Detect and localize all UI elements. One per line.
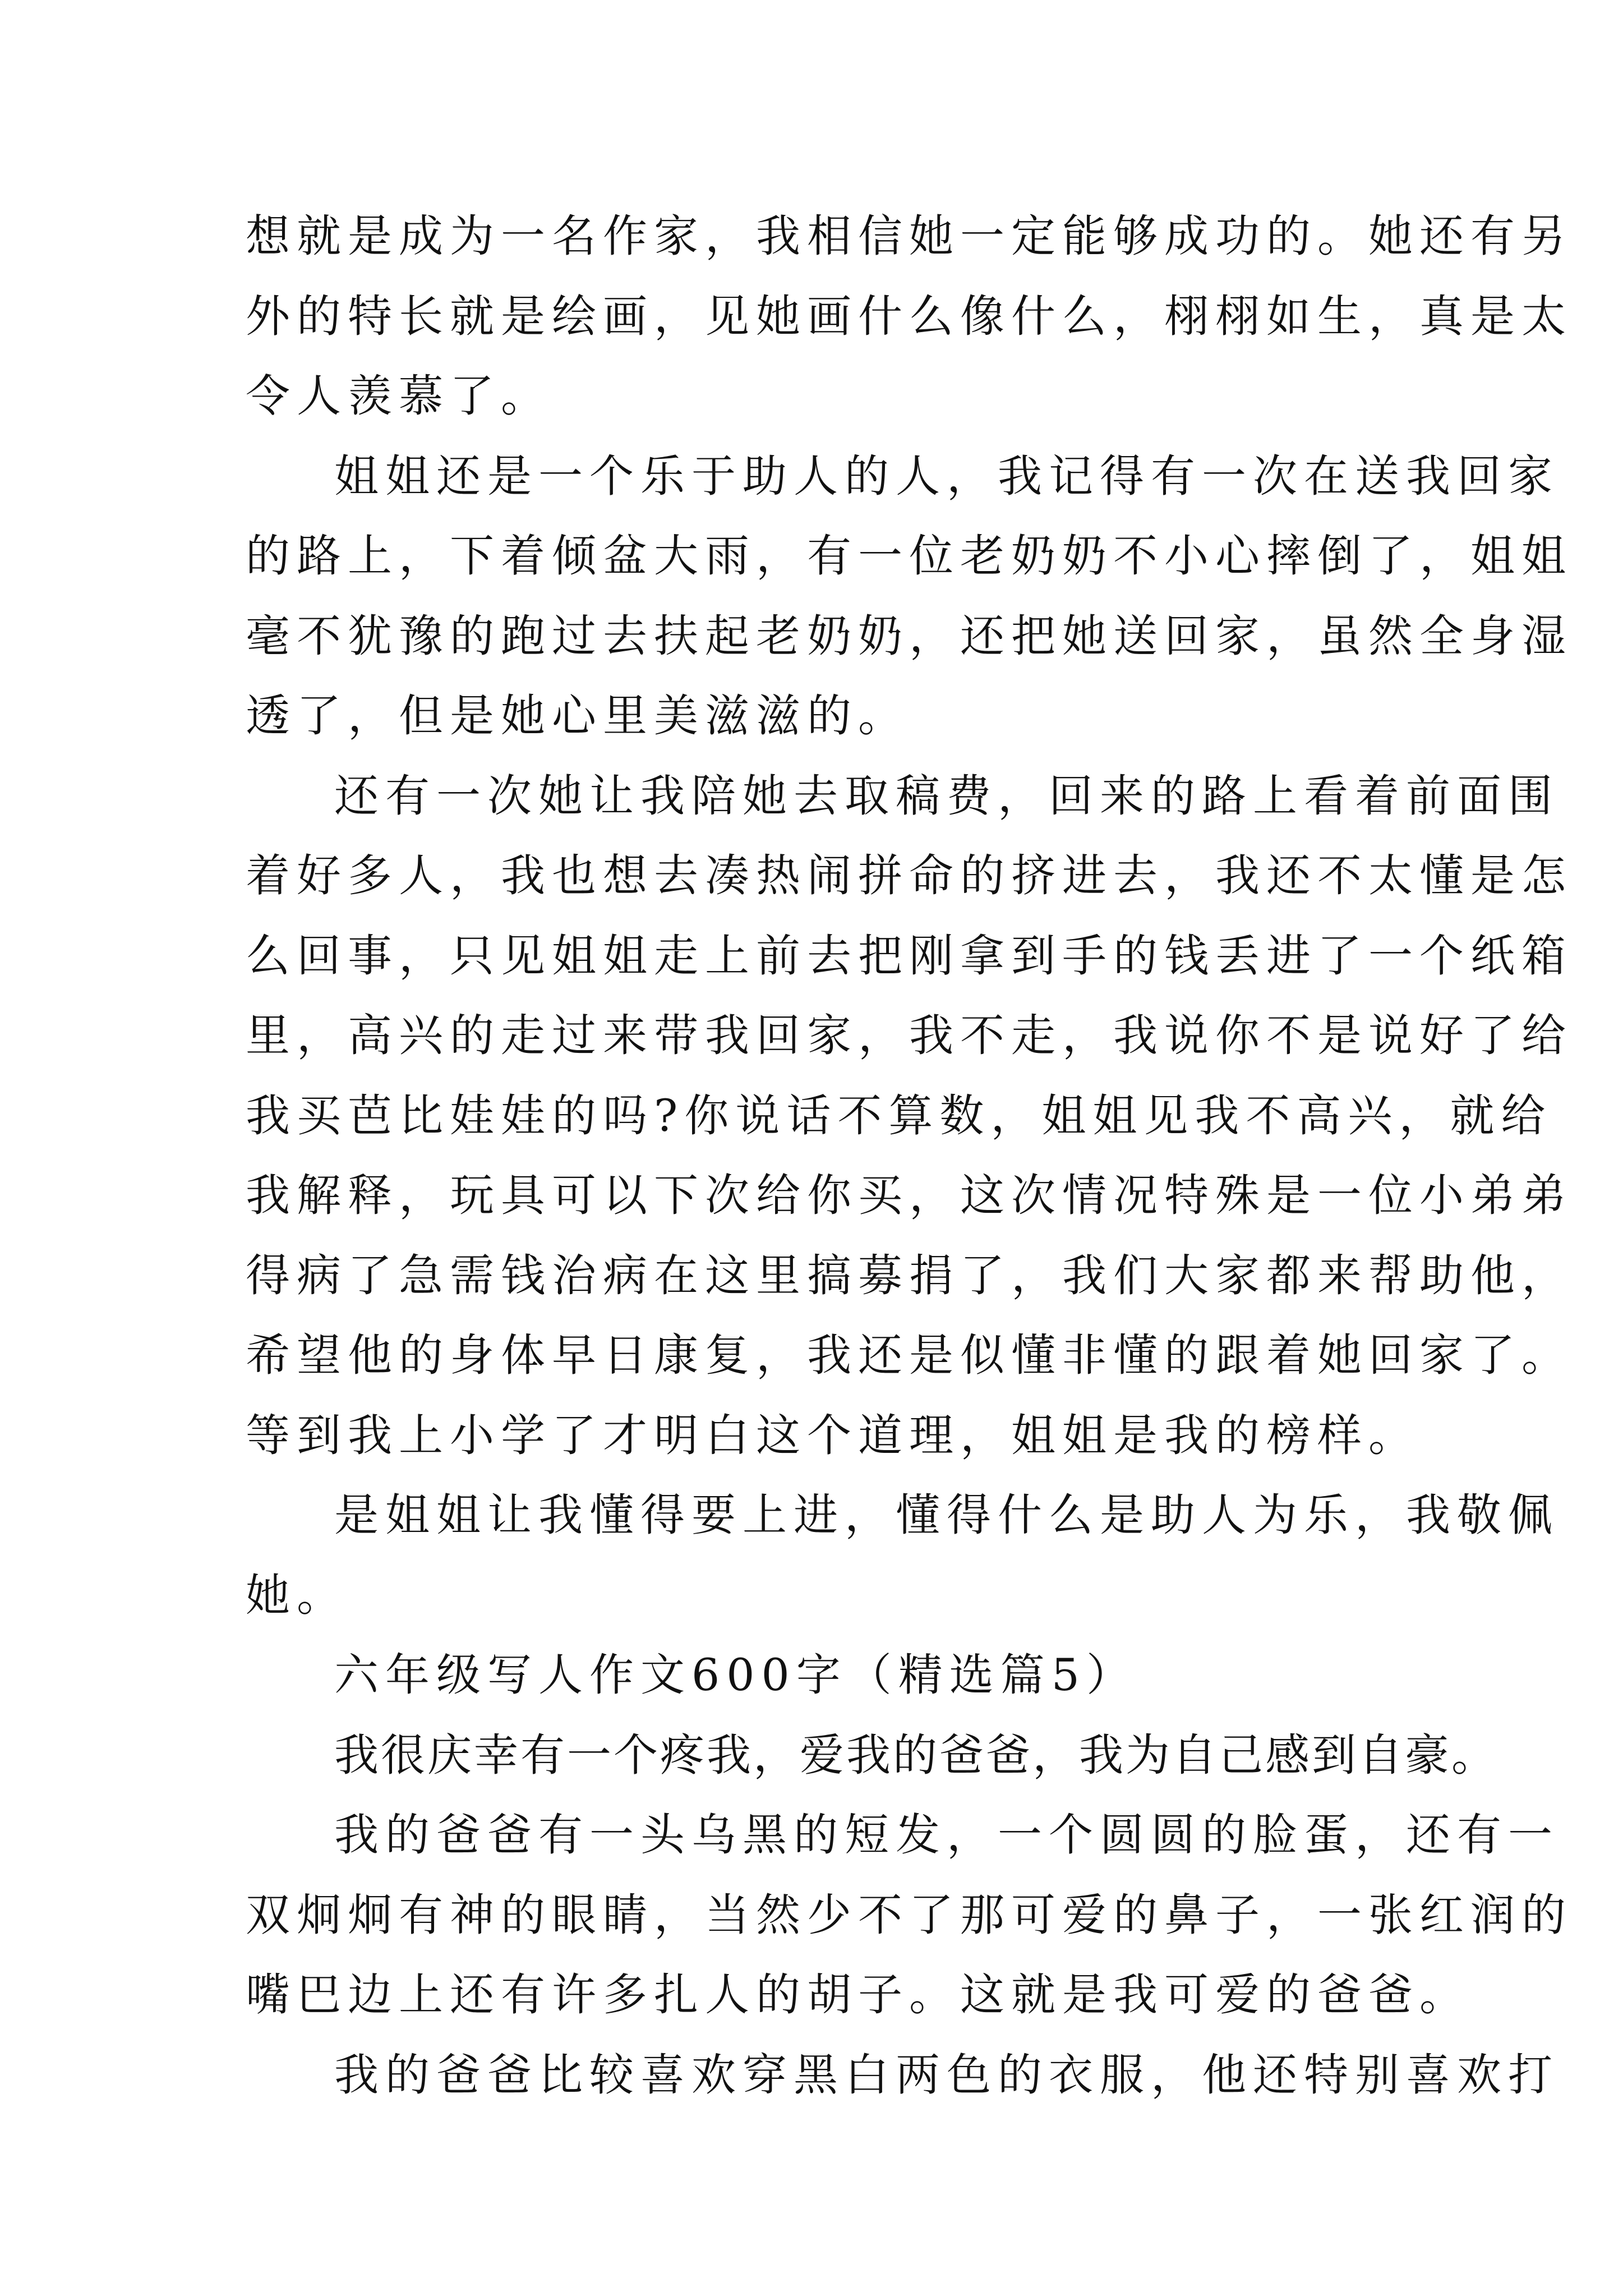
text-line: 么回事，只见姐姐走上前去把刚拿到手的钱丢进了一个纸箱 xyxy=(246,930,1573,982)
text-line: 毫不犹豫的跑过去扶起老奶奶，还把她送回家，虽然全身湿 xyxy=(246,610,1573,662)
text-line: 她。 xyxy=(246,1569,348,1621)
text-line: 着好多人，我也想去凑热闹拼命的挤进去，我还不太懂是怎 xyxy=(246,850,1573,901)
text-line: 里，高兴的走过来带我回家，我不走，我说你不是说好了给 xyxy=(246,1010,1573,1061)
text-line: 还有一次她让我陪她去取稿费，回来的路上看着前面围 xyxy=(334,770,1559,822)
text-line: 透了，但是她心里美滋滋的。 xyxy=(246,690,909,742)
text-line: 我解释，玩具可以下次给你买，这次情况特殊是一位小弟弟 xyxy=(246,1170,1573,1221)
text-line: 我买芭比娃娃的吗?你说话不算数，姐姐见我不高兴，就给 xyxy=(246,1089,1552,1142)
text-line: 外的特长就是绘画，见她画什么像什么，栩栩如生，真是太 xyxy=(246,290,1573,342)
text-line: 我的爸爸有一头乌黑的短发，一个圆圆的脸蛋，还有一 xyxy=(334,1809,1559,1861)
text-line: 得病了急需钱治病在这里搞募捐了，我们大家都来帮助他， xyxy=(246,1249,1573,1301)
text-line: 等到我上小学了才明白这个道理，姐姐是我的榜样。 xyxy=(246,1409,1419,1461)
document-body xyxy=(246,196,1573,2115)
text-line: 我的爸爸比较喜欢穿黑白两色的衣服，他还特别喜欢打 xyxy=(334,2049,1559,2101)
text-line: 嘴巴边上还有许多扎人的胡子。这就是我可爱的爸爸。 xyxy=(246,1969,1470,2021)
text-line: 姐姐还是一个乐于助人的人，我记得有一次在送我回家 xyxy=(334,450,1559,502)
text-line: 希望他的身体早日康复，我还是似懂非懂的跟着她回家了。 xyxy=(246,1329,1573,1381)
text-line: 是姐姐让我懂得要上进，懂得什么是助人为乐，我敬佩 xyxy=(334,1489,1559,1541)
text-line: 双炯炯有神的眼睛，当然少不了那可爱的鼻子，一张红润的 xyxy=(246,1889,1573,1941)
section-heading: 六年级写人作文600字（精选篇5） xyxy=(334,1649,1138,1701)
text-line: 想就是成为一名作家，我相信她一定能够成功的。她还有另 xyxy=(246,210,1573,262)
text-line: 令人羡慕了。 xyxy=(246,370,552,422)
text-line: 的路上，下着倾盆大雨，有一位老奶奶不小心摔倒了，姐姐 xyxy=(246,530,1573,582)
text-line: 我很庆幸有一个疼我，爱我的爸爸，我为自己感到自豪。 xyxy=(334,1729,1498,1781)
